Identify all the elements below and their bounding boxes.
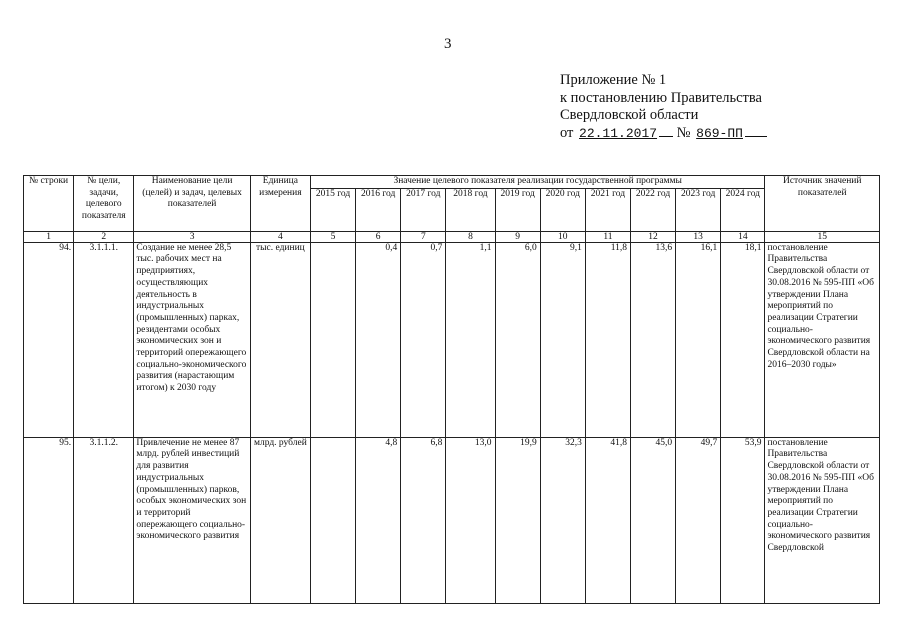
value-2015 — [310, 437, 355, 603]
row-number: 94. — [24, 242, 74, 437]
goal-code: 3.1.1.2. — [74, 437, 134, 603]
row-number: 95. — [24, 437, 74, 603]
header-unit: Единица измерения — [250, 176, 310, 232]
value-2019: 19,9 — [495, 437, 540, 603]
appendix-title: Приложение № 1 — [560, 72, 667, 88]
value-2021: 11,8 — [585, 242, 630, 437]
value-2020: 32,3 — [540, 437, 585, 603]
header-row — [24, 176, 880, 189]
column-number: 9 — [495, 231, 540, 242]
value-2024: 18,1 — [721, 242, 765, 437]
column-number: 13 — [676, 231, 721, 242]
appendix-region-line: Свердловской области — [560, 107, 699, 123]
header-row-no: № строки — [24, 176, 74, 232]
value-2016: 4,8 — [356, 437, 401, 603]
column-number: 4 — [250, 231, 310, 242]
value-2024: 53,9 — [721, 437, 765, 603]
indicator-source: постановление Правительства Свердловской области от 30.08.2016 № 595-ПП «Об утверждении Плана мероприятий по реализации Стратегии социально-экономического развития Свердловской области на 2016–2030 годы» — [765, 242, 880, 437]
year-header: 2023 год — [676, 188, 721, 231]
column-number: 15 — [765, 231, 880, 242]
value-2020: 9,1 — [540, 242, 585, 437]
goal-code: 3.1.1.1. — [74, 242, 134, 437]
header-values-group: Значение целевого показателя реализации государственной программы — [310, 176, 764, 189]
column-number: 7 — [401, 231, 446, 242]
year-header: 2020 год — [540, 188, 585, 231]
column-number: 10 — [540, 231, 585, 242]
year-header: 2024 год — [721, 188, 765, 231]
header-name: Наименование цели (целей) и задач, целевых показателей — [134, 176, 250, 232]
appendix-header — [560, 72, 767, 142]
value-2019: 6,0 — [495, 242, 540, 437]
column-number: 8 — [446, 231, 495, 242]
year-header: 2021 год — [585, 188, 630, 231]
value-2022: 13,6 — [630, 242, 675, 437]
indicator-name: Создание не менее 28,5 тыс. рабочих мест на предприятиях, осуществляющих деятельность в индустриальных (промышленных) парках, резидентами особых экономических зон и территорий опережающего социально-экономического развития (нарастающим итогом) к 2030 году — [134, 242, 250, 437]
unit: тыс. единиц — [250, 242, 310, 437]
table-row — [24, 242, 880, 437]
table-row — [24, 437, 880, 603]
value-2015 — [310, 242, 355, 437]
value-2018: 13,0 — [446, 437, 495, 603]
resolution-date: 22.11.2017 — [579, 125, 658, 141]
value-2017: 0,7 — [401, 242, 446, 437]
column-number: 6 — [356, 231, 401, 242]
value-2016: 0,4 — [356, 242, 401, 437]
appendix-resolution-line: к постановлению Правительства — [560, 89, 762, 106]
unit: млрд. рублей — [250, 437, 310, 603]
column-numbers-row — [24, 231, 880, 242]
value-2018: 1,1 — [446, 242, 495, 437]
indicator-name: Привлечение не менее 87 млрд. рублей инвестиций для развития индустриальных (промышленных) парков, особых экономических зон и территорий опережающего социально-экономического развития — [134, 437, 250, 603]
from-label: от — [560, 124, 574, 141]
year-header: 2015 год — [310, 188, 355, 231]
year-header: 2022 год — [630, 188, 675, 231]
value-2021: 41,8 — [585, 437, 630, 603]
indicators-table — [23, 175, 880, 604]
indicator-source: постановление Правительства Свердловской области от 30.08.2016 № 595-ПП «Об утверждении Плана мероприятий по реализации Стратегии социально-экономического развития Свердловской — [765, 437, 880, 603]
page-number: 3 — [444, 36, 452, 52]
year-header: 2016 год — [356, 188, 401, 231]
column-number: 14 — [721, 231, 765, 242]
appendix-date-line — [560, 125, 767, 143]
year-header: 2019 год — [495, 188, 540, 231]
value-2023: 16,1 — [676, 242, 721, 437]
year-header: 2018 год — [446, 188, 495, 231]
year-header: 2017 год — [401, 188, 446, 231]
column-number: 3 — [134, 231, 250, 242]
resolution-number: 869-ПП — [696, 125, 743, 141]
value-2022: 45,0 — [630, 437, 675, 603]
column-number: 5 — [310, 231, 355, 242]
value-2017: 6,8 — [401, 437, 446, 603]
column-number: 2 — [74, 231, 134, 242]
column-number: 12 — [630, 231, 675, 242]
header-goal-no: № цели, задачи, целевого показателя — [74, 176, 134, 232]
number-label: № — [676, 124, 691, 141]
header-source: Источник значений показателей — [765, 176, 880, 232]
column-number: 11 — [585, 231, 630, 242]
column-number: 1 — [24, 231, 74, 242]
value-2023: 49,7 — [676, 437, 721, 603]
